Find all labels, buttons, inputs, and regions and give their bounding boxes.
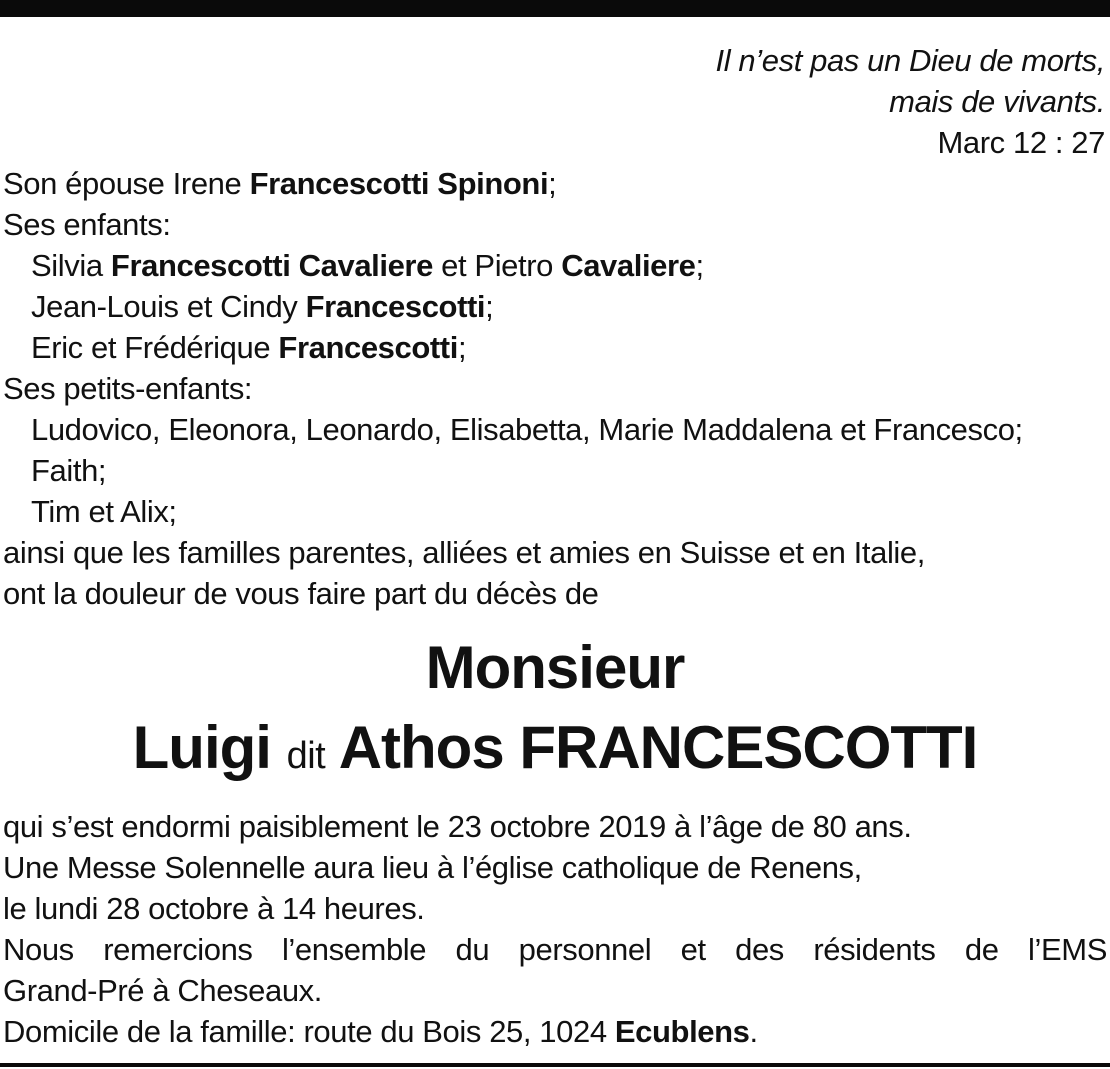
deceased-first-name: Luigi — [132, 714, 271, 781]
spouse-name: Francescotti Spinoni — [249, 166, 549, 201]
families-line: ainsi que les familles parentes, alliées et amies en Suisse et en Italie, — [3, 535, 925, 570]
spouse-prefix: Son épouse Irene — [3, 166, 250, 201]
epigraph-line-2: mais de vivants. — [889, 84, 1105, 119]
child-3-first: Eric et Frédérique — [31, 330, 279, 365]
child-2-surname: Francescotti — [305, 289, 486, 324]
epigraph-line-1: Il n’est pas un Dieu de morts, — [715, 43, 1105, 78]
children-heading: Ses enfants: — [3, 207, 171, 242]
child-3-surname: Francescotti — [278, 330, 458, 365]
obituary-notice — [3, 40, 1107, 1052]
deceased-dit: dit — [286, 735, 326, 777]
child-1-spouse: et Pietro — [432, 248, 562, 283]
epigraph — [3, 40, 1105, 163]
domicile-suffix: . — [749, 1014, 758, 1049]
grandchildren-line-3: Tim et Alix; — [31, 494, 177, 529]
deceased-title-block — [3, 628, 1107, 796]
passed-line: qui s’est endormi paisiblement le 23 octobre 2019 à l’âge de 80 ans. — [3, 809, 912, 844]
spouse-line — [3, 163, 1107, 204]
child-line-1 — [3, 245, 1107, 286]
mass-time-line: le lundi 28 octobre à 14 heures. — [3, 891, 425, 926]
thanks-line-1: Nous remercions l’ensemble du personnel et des résidents de l’EMS — [3, 932, 1107, 967]
deceased-full-name: Athos FRANCESCOTTI — [338, 714, 978, 781]
top-border-rule — [0, 0, 1110, 17]
grandchildren-line-1: Ludovico, Eleonora, Leonardo, Elisabetta, Marie Maddalena et Francesco; — [31, 412, 1023, 447]
child-2-end: ; — [485, 289, 494, 324]
epigraph-reference: Marc 12 : 27 — [937, 125, 1105, 160]
child-2-first: Jean-Louis et Cindy — [31, 289, 306, 324]
thanks-line-2: Grand-Pré à Cheseaux. — [3, 973, 322, 1008]
grandchildren-line-2: Faith; — [31, 453, 107, 488]
child-line-2 — [3, 286, 1107, 327]
mass-line: Une Messe Solennelle aura lieu à l’église catholique de Renens, — [3, 850, 862, 885]
domicile-city: Ecublens — [614, 1014, 750, 1049]
bottom-border-rule — [0, 1063, 1110, 1067]
child-1-first: Silvia — [31, 248, 111, 283]
announcement-line: ont la douleur de vous faire part du décès de — [3, 576, 599, 611]
child-3-end: ; — [457, 330, 467, 365]
child-1-surname: Francescotti Cavaliere — [110, 248, 433, 283]
deceased-name — [3, 708, 1107, 796]
spouse-suffix: ; — [548, 166, 557, 201]
grandchildren-heading: Ses petits-enfants: — [3, 371, 253, 406]
child-1-spouse-surname: Cavaliere — [561, 248, 696, 283]
deceased-honorific: Monsieur — [425, 634, 685, 701]
domicile-prefix: Domicile de la famille: route du Bois 25, 1024 — [3, 1014, 615, 1049]
domicile-line — [3, 1011, 1107, 1052]
child-1-end: ; — [695, 248, 704, 283]
child-line-3 — [3, 327, 1107, 368]
